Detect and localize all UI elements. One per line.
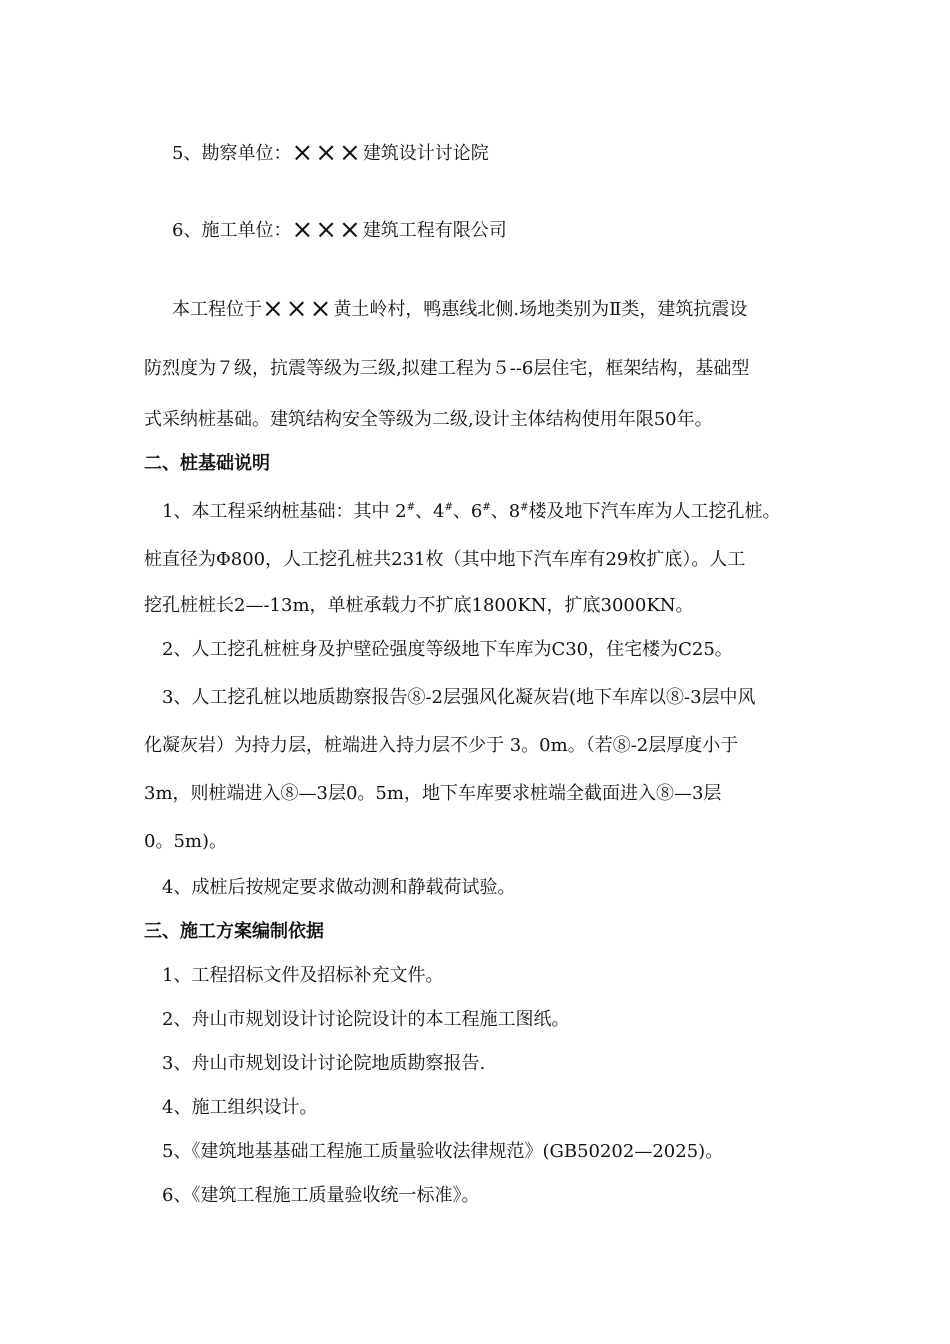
basis-item-6: 6、《建筑工程施工质量验收统一标准》。 bbox=[162, 1185, 480, 1206]
pile-item-3-line-1: 3、人工挖孔桩以地质勘察报告⑧-2层强风化凝灰岩(地下车库以⑧-3层中风 bbox=[162, 687, 756, 708]
construction-unit-name: 建筑工程有限公司 bbox=[362, 220, 507, 241]
pile-item-1-text-e: 楼及地下汽车库为人工挖孔桩。 bbox=[528, 501, 781, 522]
pile-item-4: 4、成桩后按规定要求做动测和静载荷试验。 bbox=[162, 877, 516, 898]
pile-item-1-line-1 bbox=[162, 496, 781, 524]
pile-item-2: 2、人工挖孔桩桩身及护壁砼强度等级地下车库为C30，住宅楼为C25。 bbox=[162, 639, 733, 660]
survey-unit-name: 建筑设计讨论院 bbox=[362, 143, 489, 164]
construction-unit-line bbox=[172, 215, 507, 245]
pile-item-1-text-c: 、6 bbox=[452, 501, 483, 522]
pile-item-3-line-2: 化凝灰岩）为持力层，桩端进入持力层不少于 3。0m。（若⑧-2层厚度小于 bbox=[144, 735, 739, 756]
location-placeholder: ××× bbox=[262, 294, 334, 324]
location-text-a: 本工程位于 bbox=[172, 299, 262, 320]
section-heading-basis: 三、施工方案编制依据 bbox=[144, 921, 324, 942]
basis-item-4: 4、施工组织设计。 bbox=[162, 1097, 318, 1118]
location-text-b: 黄土岭村，鸭惠线北侧.场地类别为Ⅱ类，建筑抗震设 bbox=[333, 299, 748, 320]
basis-item-3: 3、舟山市规划设计讨论院地质勘察报告. bbox=[162, 1053, 486, 1074]
superscript-mark: # bbox=[482, 502, 491, 513]
pile-item-3-line-3: 3m，则桩端进入⑧—3层0。5m，地下车库要求桩端全截面进入⑧—3层 bbox=[144, 783, 722, 804]
pile-item-1-text-b: 、4 bbox=[415, 501, 445, 522]
pile-item-1-text-a: 1、本工程采纳桩基础：其中 2 bbox=[162, 501, 407, 522]
survey-unit-label: 5、勘察单位： bbox=[172, 143, 292, 164]
basis-item-5: 5、《建筑地基基础工程施工质量验收法律规范》(GB50202—2025)。 bbox=[162, 1141, 724, 1162]
project-desc-line-2: 防烈度为７级，抗震等级为三级,拟建工程为５--6层住宅，框架结构，基础型 bbox=[144, 358, 750, 379]
superscript-mark: # bbox=[406, 502, 416, 513]
construction-unit-label: 6、施工单位： bbox=[172, 220, 292, 241]
construction-unit-placeholder: ××× bbox=[291, 215, 363, 245]
basis-item-1: 1、工程招标文件及招标补充文件。 bbox=[162, 965, 444, 986]
pile-item-1-text-d: 、8 bbox=[490, 501, 521, 522]
basis-item-2: 2、舟山市规划设计讨论院设计的本工程施工图纸。 bbox=[162, 1009, 570, 1030]
superscript-mark: # bbox=[520, 502, 529, 513]
survey-unit-placeholder: ××× bbox=[291, 138, 363, 168]
pile-item-1-line-2: 桩直径为Φ800，人工挖孔桩共231枚（其中地下汽车库有29枚扩底）。人工 bbox=[144, 549, 746, 570]
pile-item-3-line-4: 0。5m)。 bbox=[144, 831, 227, 852]
survey-unit-line bbox=[172, 138, 489, 168]
section-heading-pile-foundation: 二、桩基础说明 bbox=[144, 453, 270, 474]
pile-item-1-line-3: 挖孔桩桩长2—-13m，单桩承载力不扩底1800KN，扩底3000KN。 bbox=[144, 595, 694, 616]
superscript-mark: # bbox=[444, 502, 453, 513]
project-location-line bbox=[172, 294, 748, 324]
project-desc-line-3: 式采纳桩基础。建筑结构安全等级为二级,设计主体结构使用年限50年。 bbox=[144, 409, 713, 430]
